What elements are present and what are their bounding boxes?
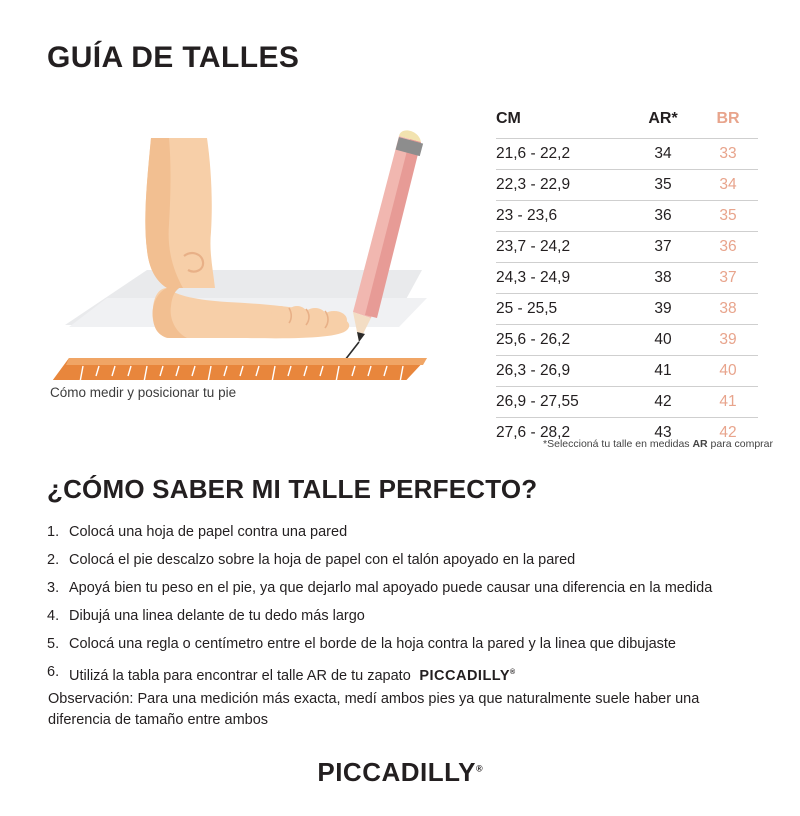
- footnote-prefix: *Seleccioná tu talle en medidas: [543, 438, 693, 450]
- table-row: [496, 356, 758, 387]
- step-text: Dibujá una linea delante de tu dedo más largo: [69, 608, 365, 624]
- list-item: [47, 578, 757, 599]
- brand-logo-label: PICCADILLY: [317, 757, 476, 787]
- step-number: 1.: [47, 524, 60, 540]
- list-item: [47, 634, 757, 655]
- footnote-suffix: para comprar: [707, 438, 773, 450]
- list-item: [47, 662, 757, 687]
- step-text: Apoyá bien tu peso en el pie, ya que dejarlo mal apoyado puede causar una diferencia en la medida: [69, 580, 713, 596]
- table-row: [496, 263, 758, 294]
- step-text: Colocá una regla o centímetro entre el borde de la hoja contra la pared y la linea que dibujaste: [69, 636, 676, 652]
- cell-br: 40: [698, 356, 758, 387]
- cell-ar: 37: [628, 232, 698, 263]
- step-number: 5.: [47, 636, 60, 652]
- table-header-row: [496, 110, 758, 139]
- cell-br: 42: [698, 418, 758, 449]
- table-row: [496, 232, 758, 263]
- table-footnote: [503, 438, 773, 450]
- cell-ar: 40: [628, 325, 698, 356]
- cell-cm: 23 - 23,6: [496, 201, 628, 232]
- cell-cm: 25 - 25,5: [496, 294, 628, 325]
- cell-cm: 25,6 - 26,2: [496, 325, 628, 356]
- header-br: BR: [716, 110, 740, 127]
- cell-br: 41: [698, 387, 758, 418]
- cell-br: 36: [698, 232, 758, 263]
- cell-ar: 41: [628, 356, 698, 387]
- cell-ar: 35: [628, 170, 698, 201]
- header-ar: AR*: [648, 110, 678, 127]
- section-title: ¿CÓMO SABER MI TALLE PERFECTO?: [47, 474, 538, 504]
- list-item: [47, 606, 757, 627]
- cell-cm: 26,3 - 26,9: [496, 356, 628, 387]
- step-text: Utilizá la tabla para encontrar el talle AR de tu zapato: [69, 667, 411, 684]
- cell-ar: 43: [628, 418, 698, 449]
- cell-br: 33: [698, 139, 758, 170]
- cell-cm: 24,3 - 24,9: [496, 263, 628, 294]
- brand-inline-sup: ®: [510, 669, 516, 676]
- header-cm: CM: [496, 110, 521, 127]
- cell-ar: 34: [628, 139, 698, 170]
- footnote-bold: AR: [692, 438, 708, 450]
- step-text: Colocá el pie descalzo sobre la hoja de papel con el talón apoyado en la pared: [69, 552, 576, 568]
- step-number: 2.: [47, 552, 60, 568]
- cell-cm: 22,3 - 22,9: [496, 170, 628, 201]
- brand-logo-sup: ®: [475, 763, 483, 774]
- list-item: [47, 522, 757, 543]
- cell-cm: 23,7 - 24,2: [496, 232, 628, 263]
- table-row: [496, 139, 758, 170]
- brand-inline-label: PICCADILLY: [419, 667, 510, 684]
- step-number: 4.: [47, 608, 60, 624]
- step-text: Colocá una hoja de papel contra una pared: [69, 524, 348, 540]
- cell-ar: 38: [628, 263, 698, 294]
- list-item: [47, 550, 757, 571]
- observation-text: Observación: Para una medición más exacta, medí ambos pies ya que naturalmente suele haber una diferencia de tamaño entre ambos: [48, 691, 700, 728]
- brand-logo: [0, 757, 800, 788]
- brand-inline: [415, 668, 516, 684]
- cell-ar: 36: [628, 201, 698, 232]
- cell-br: 34: [698, 170, 758, 201]
- cell-br: 39: [698, 325, 758, 356]
- page-title: GUÍA DE TALLES: [47, 41, 300, 74]
- table-row: [496, 387, 758, 418]
- step-number: 6.: [47, 664, 60, 680]
- cell-br: 35: [698, 201, 758, 232]
- table-row: [496, 170, 758, 201]
- cell-ar: 39: [628, 294, 698, 325]
- size-table: [496, 110, 758, 448]
- steps-list: [47, 522, 757, 694]
- cell-br: 37: [698, 263, 758, 294]
- cell-br: 38: [698, 294, 758, 325]
- table-row: [496, 325, 758, 356]
- illustration-caption: Cómo medir y posicionar tu pie: [50, 385, 237, 400]
- step-text-with-brand: [69, 662, 757, 687]
- foot-measure-illustration: [47, 120, 437, 380]
- step-number: 3.: [47, 580, 60, 596]
- table-row: [496, 294, 758, 325]
- cell-cm: 26,9 - 27,55: [496, 387, 628, 418]
- table-row: [496, 201, 758, 232]
- cell-cm: 27,6 - 28,2: [496, 418, 628, 449]
- cell-cm: 21,6 - 22,2: [496, 139, 628, 170]
- cell-ar: 42: [628, 387, 698, 418]
